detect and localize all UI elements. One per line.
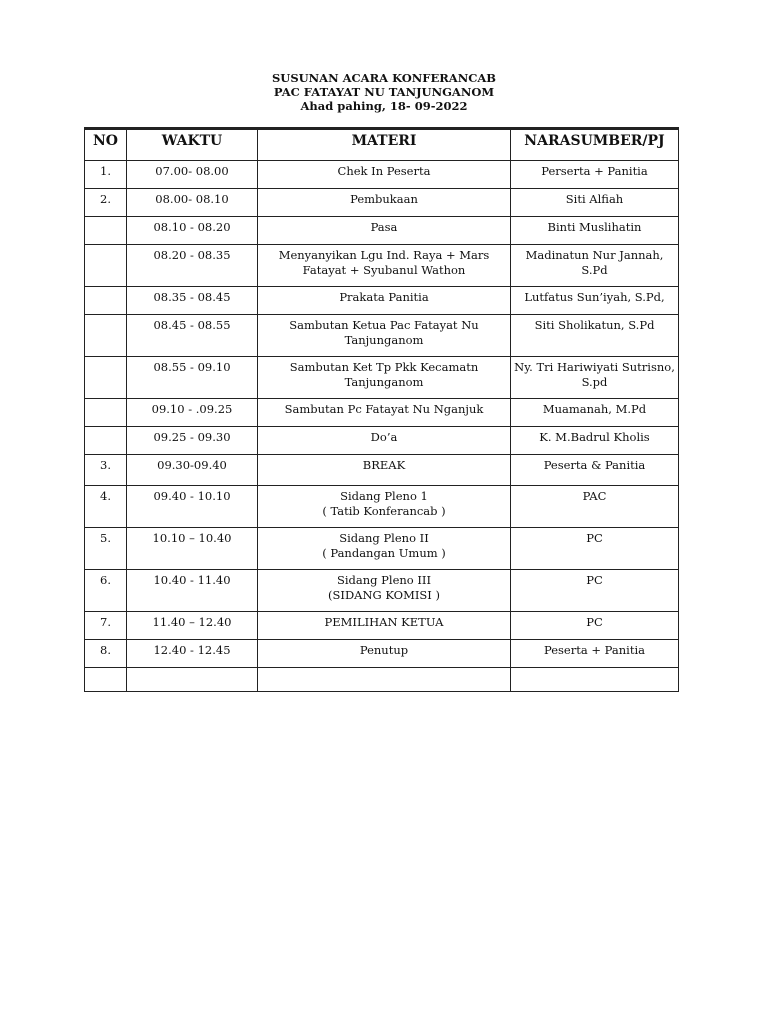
cell-no: 1. xyxy=(85,161,127,189)
table-row xyxy=(85,612,679,640)
cell-materi: Sidang Pleno III (SIDANG KOMISI ) xyxy=(258,570,511,612)
table-row xyxy=(85,427,679,455)
document-header xyxy=(0,71,768,113)
cell-narasumber: K. M.Badrul Kholis xyxy=(511,427,679,455)
cell-materi: Chek In Peserta xyxy=(258,161,511,189)
table-row xyxy=(85,315,679,357)
cell-materi: Sidang Pleno II ( Pandangan Umum ) xyxy=(258,528,511,570)
cell-waktu: 11.40 – 12.40 xyxy=(127,612,258,640)
header-narasumber: NARASUMBER/PJ xyxy=(511,129,679,161)
cell-narasumber: PC xyxy=(511,570,679,612)
date-line: Ahad pahing, 18- 09-2022 xyxy=(300,99,468,113)
cell-materi: Do’a xyxy=(258,427,511,455)
table-row xyxy=(85,161,679,189)
cell-no xyxy=(85,668,127,692)
cell-narasumber: PAC xyxy=(511,486,679,528)
cell-no xyxy=(85,399,127,427)
cell-waktu: 09.25 - 09.30 xyxy=(127,427,258,455)
cell-waktu: 07.00- 08.00 xyxy=(127,161,258,189)
cell-no xyxy=(85,427,127,455)
cell-waktu: 10.40 - 11.40 xyxy=(127,570,258,612)
schedule-table xyxy=(84,127,679,692)
table-row xyxy=(85,640,679,668)
cell-materi: PEMILIHAN KETUA xyxy=(258,612,511,640)
cell-waktu: 09.40 - 10.10 xyxy=(127,486,258,528)
cell-narasumber: PC xyxy=(511,528,679,570)
cell-narasumber: Peserta + Panitia xyxy=(511,640,679,668)
table-row xyxy=(85,189,679,217)
table-row xyxy=(85,486,679,528)
cell-no xyxy=(85,357,127,399)
cell-materi: Prakata Panitia xyxy=(258,287,511,315)
title-line-2: PAC FATAYAT NU TANJUNGANOM xyxy=(273,85,495,99)
cell-narasumber: PC xyxy=(511,612,679,640)
title-line-1: SUSUNAN ACARA KONFERANCAB xyxy=(271,71,497,85)
cell-narasumber: Ny. Tri Hariwiyati Sutrisno, S.pd xyxy=(511,357,679,399)
cell-narasumber: Siti Sholikatun, S.Pd xyxy=(511,315,679,357)
cell-waktu: 10.10 – 10.40 xyxy=(127,528,258,570)
cell-narasumber: Muamanah, M.Pd xyxy=(511,399,679,427)
cell-materi: Sambutan Pc Fatayat Nu Nganjuk xyxy=(258,399,511,427)
cell-materi: Menyanyikan Lgu Ind. Raya + Mars Fatayat + Syubanul Wathon xyxy=(258,245,511,287)
cell-waktu xyxy=(127,668,258,692)
cell-materi: Sambutan Ketua Pac Fatayat Nu Tanjunganom xyxy=(258,315,511,357)
table-row xyxy=(85,668,679,692)
cell-waktu: 09.10 - .09.25 xyxy=(127,399,258,427)
cell-materi: Pembukaan xyxy=(258,189,511,217)
cell-narasumber: Binti Muslihatin xyxy=(511,217,679,245)
table-row xyxy=(85,455,679,486)
cell-no xyxy=(85,315,127,357)
cell-materi: Pasa xyxy=(258,217,511,245)
cell-no xyxy=(85,217,127,245)
table-header-row xyxy=(85,129,679,161)
cell-waktu: 08.35 - 08.45 xyxy=(127,287,258,315)
table-row xyxy=(85,528,679,570)
cell-waktu: 08.45 - 08.55 xyxy=(127,315,258,357)
cell-narasumber xyxy=(511,668,679,692)
cell-materi: Sidang Pleno 1 ( Tatib Konferancab ) xyxy=(258,486,511,528)
table-row xyxy=(85,570,679,612)
cell-narasumber: Madinatun Nur Jannah, S.Pd xyxy=(511,245,679,287)
cell-narasumber: Siti Alfiah xyxy=(511,189,679,217)
cell-narasumber: Lutfatus Sun’iyah, S.Pd, xyxy=(511,287,679,315)
cell-no xyxy=(85,245,127,287)
cell-no: 2. xyxy=(85,189,127,217)
cell-waktu: 12.40 - 12.45 xyxy=(127,640,258,668)
table-row xyxy=(85,357,679,399)
cell-materi: Sambutan Ket Tp Pkk Kecamatn Tanjunganom xyxy=(258,357,511,399)
cell-no: 7. xyxy=(85,612,127,640)
cell-narasumber: Perserta + Panitia xyxy=(511,161,679,189)
cell-no: 8. xyxy=(85,640,127,668)
cell-no: 3. xyxy=(85,455,127,486)
cell-waktu: 08.10 - 08.20 xyxy=(127,217,258,245)
cell-materi: BREAK xyxy=(258,455,511,486)
table-row xyxy=(85,287,679,315)
cell-narasumber: Peserta & Panitia xyxy=(511,455,679,486)
cell-materi: Penutup xyxy=(258,640,511,668)
cell-no: 5. xyxy=(85,528,127,570)
cell-no: 4. xyxy=(85,486,127,528)
table-row xyxy=(85,245,679,287)
cell-waktu: 08.55 - 09.10 xyxy=(127,357,258,399)
table-row xyxy=(85,399,679,427)
cell-no: 6. xyxy=(85,570,127,612)
cell-waktu: 08.00- 08.10 xyxy=(127,189,258,217)
header-materi: MATERI xyxy=(258,129,511,161)
header-waktu: WAKTU xyxy=(127,129,258,161)
schedule-body xyxy=(85,161,679,692)
cell-materi xyxy=(258,668,511,692)
cell-no xyxy=(85,287,127,315)
header-no: NO xyxy=(85,129,127,161)
table-row xyxy=(85,217,679,245)
cell-waktu: 08.20 - 08.35 xyxy=(127,245,258,287)
cell-waktu: 09.30-09.40 xyxy=(127,455,258,486)
